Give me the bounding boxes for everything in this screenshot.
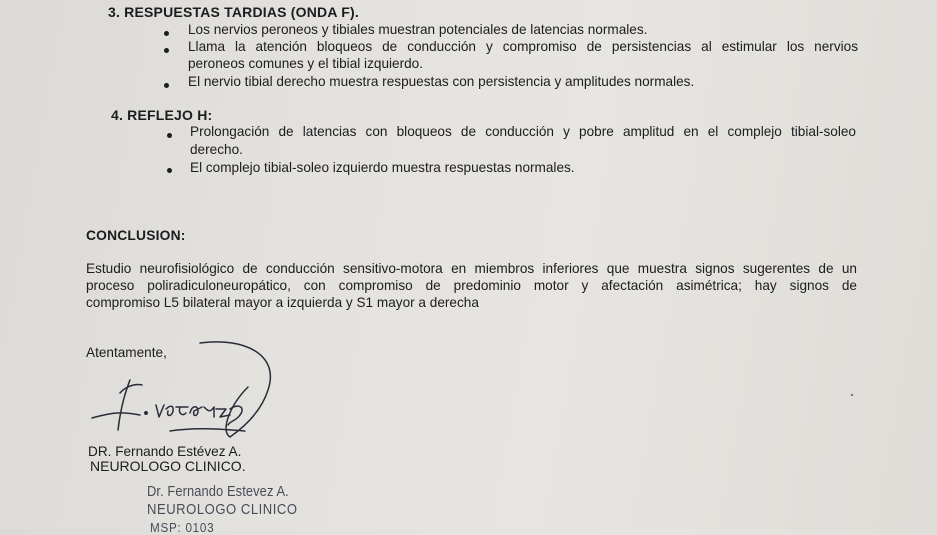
signer-name: DR. Fernando Estévez A.: [88, 444, 242, 459]
bullet-dot: [164, 31, 169, 36]
stamp-registration: MSP: 0103: [150, 520, 215, 535]
section-3-bullet-2: Llama la atención bloqueos de conducción y compromiso de persistencias al estimular los nervios: [188, 39, 858, 54]
stamp-title: NEUROLOGO CLINICO: [147, 502, 298, 518]
conclusion-line-2: proceso poliradiculoneuropático, con compromiso de predominio motor y afectación asimétrica; hay signos de: [86, 278, 857, 293]
section-3-heading: 3. RESPUESTAS TARDIAS (ONDA F).: [108, 4, 359, 20]
conclusion-line-3: compromiso L5 bilateral mayor a izquierda y S1 mayor a derecha: [86, 295, 479, 310]
section-4-bullet-1: Prolongación de latencias con bloqueos de conducción y pobre amplitud en el complejo tibial-soleo: [190, 124, 856, 139]
section-4-bullet-1-cont: derecho.: [190, 142, 243, 157]
section-3-bullet-2-cont: peroneos comunes y el tibial izquierdo.: [188, 56, 424, 71]
bullet-dot: [164, 48, 169, 53]
section-3-bullet-1: Los nervios peroneos y tibiales muestran potenciales de latencias normales.: [188, 22, 648, 37]
section-3-bullet-3: El nervio tibial derecho muestra respuestas con persistencia y amplitudes normales.: [188, 74, 695, 89]
section-4-heading: 4. REFLEJO H:: [111, 107, 213, 123]
signer-title: NEUROLOGO CLINICO.: [90, 458, 246, 474]
paper-speck: [851, 394, 853, 396]
bullet-dot: [167, 133, 172, 138]
handwritten-signature: [80, 335, 285, 445]
section-4-bullet-2: El complejo tibial-soleo izquierdo muestra respuestas normales.: [190, 160, 575, 175]
conclusion-line-1: Estudio neurofisiológico de conducción sensitivo-motora en miembros inferiores que muestra signos sugerentes de un: [86, 261, 857, 276]
closing-text: Atentamente,: [86, 345, 167, 360]
conclusion-heading: CONCLUSION:: [86, 228, 186, 243]
bullet-dot: [167, 168, 172, 173]
stamp-name: Dr. Fernando Estevez A.: [147, 483, 289, 500]
bullet-dot: [164, 83, 169, 88]
